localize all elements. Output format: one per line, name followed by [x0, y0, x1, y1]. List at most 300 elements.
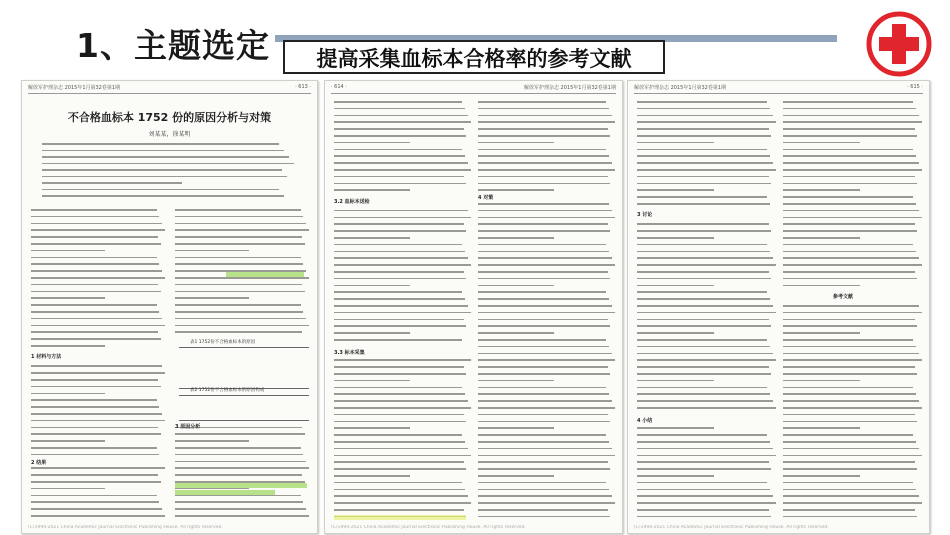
text-line: [637, 393, 770, 395]
text-line: [334, 332, 410, 334]
table-2: [179, 395, 309, 421]
text-line: [175, 297, 249, 299]
text-line: [783, 305, 919, 307]
text-line: [31, 481, 161, 483]
text-line: [31, 331, 158, 333]
text-line: [334, 359, 471, 361]
text-line: [783, 495, 919, 497]
text-line: [175, 501, 303, 503]
text-line: [478, 210, 612, 212]
text-line: [783, 223, 915, 225]
text-line: [478, 325, 610, 327]
text-line: [31, 345, 105, 347]
text-line: [478, 441, 609, 443]
text-line: [478, 291, 606, 293]
text-line: [31, 447, 157, 449]
text-line: [783, 400, 919, 402]
text-line: [42, 156, 289, 158]
text-line: [31, 270, 162, 272]
text-line: [31, 223, 162, 225]
text-line: [175, 263, 303, 265]
text-line: [637, 128, 769, 130]
text-line: [334, 407, 471, 409]
text-line: [637, 339, 767, 341]
text-line: [334, 414, 464, 416]
text-line: [637, 366, 769, 368]
text-line: [637, 468, 771, 470]
section-heading: 3 讨论: [637, 212, 653, 218]
text-line: [31, 284, 158, 286]
text-line: [637, 400, 773, 402]
text-line: [31, 440, 105, 442]
text-line: [783, 142, 860, 144]
text-line: [334, 183, 466, 185]
text-line: [478, 332, 554, 334]
text-line: [783, 244, 913, 246]
text-line: [637, 169, 776, 171]
text-line: [637, 203, 770, 205]
text-line: [783, 353, 919, 355]
text-line: [31, 454, 159, 456]
text-line: [637, 427, 714, 429]
text-line: [637, 223, 769, 225]
text-line: [334, 298, 465, 300]
text-line: [478, 162, 612, 164]
text-line: [478, 400, 612, 402]
text-line: [334, 135, 466, 137]
text-line: [637, 373, 771, 375]
text-line: [478, 407, 615, 409]
text-line: [478, 108, 609, 110]
text-line: [31, 277, 165, 279]
text-line: [478, 237, 554, 239]
text-line: [783, 183, 917, 185]
text-line: [334, 244, 462, 246]
text-line: [31, 243, 161, 245]
text-line: [31, 229, 165, 231]
text-line: [783, 176, 915, 178]
text-line: [175, 216, 303, 218]
table-caption: 表2 1752份不合格血标本的原因构成: [190, 388, 265, 393]
text-line: [31, 508, 162, 510]
text-line: [334, 169, 471, 171]
text-line: [42, 195, 284, 197]
text-line: [637, 353, 773, 355]
text-line: [783, 441, 916, 443]
text-line: [637, 441, 770, 443]
text-line: [334, 482, 462, 484]
text-line: [175, 229, 309, 231]
text-line: [478, 176, 608, 178]
text-line: [334, 373, 466, 375]
text-line: [31, 216, 159, 218]
text-line: [783, 509, 915, 511]
text-line: [783, 230, 917, 232]
text-line: [478, 489, 609, 491]
text-line: [637, 176, 769, 178]
text-line: [31, 250, 105, 252]
text-line: [783, 312, 922, 314]
text-line: [637, 135, 771, 137]
text-line: [783, 414, 915, 416]
text-line: [334, 217, 471, 219]
text-line: [334, 223, 464, 225]
text-line: [334, 387, 462, 389]
text-line: [31, 236, 158, 238]
text-line: [478, 366, 608, 368]
text-line: [175, 277, 309, 279]
text-line: [31, 325, 165, 327]
text-line: [31, 291, 161, 293]
article-page-1: [21, 80, 318, 534]
text-line: [478, 427, 554, 429]
text-line: [478, 387, 606, 389]
text-line: [637, 189, 714, 191]
text-line: [42, 150, 284, 152]
text-line: [637, 183, 771, 185]
text-line: [31, 379, 158, 381]
text-line: [783, 380, 860, 382]
text-line: [478, 414, 608, 416]
text-line: [783, 434, 913, 436]
text-line: [478, 455, 615, 457]
text-line: [478, 278, 610, 280]
text-line: [783, 251, 916, 253]
article-page-3: [627, 80, 930, 534]
text-line: [637, 346, 770, 348]
table-1: [179, 347, 309, 389]
text-line: [637, 305, 773, 307]
text-line: [637, 380, 714, 382]
text-line: [783, 359, 922, 361]
text-line: [637, 257, 773, 259]
text-line: [31, 515, 165, 517]
text-line: [783, 210, 919, 212]
text-line: [478, 264, 615, 266]
text-line: [31, 406, 159, 408]
text-line: [31, 413, 162, 415]
text-line: [783, 217, 922, 219]
text-line: [637, 264, 776, 266]
text-line: [334, 155, 465, 157]
text-line: [783, 278, 917, 280]
text-line: [31, 399, 157, 401]
text-line: [637, 516, 771, 518]
text-line: [175, 474, 302, 476]
text-line: [783, 325, 917, 327]
text-line: [478, 373, 610, 375]
text-line: [637, 448, 773, 450]
text-line: [334, 162, 468, 164]
text-line: [175, 236, 302, 238]
text-line: [478, 244, 606, 246]
text-line: [783, 121, 922, 123]
text-line: [334, 319, 464, 321]
text-line: [175, 467, 309, 469]
text-line: [175, 250, 249, 252]
text-line: [478, 448, 612, 450]
text-line: [478, 189, 554, 191]
text-line: [478, 155, 609, 157]
text-line: [783, 461, 915, 463]
text-line: [478, 502, 615, 504]
text-line: [175, 318, 306, 320]
text-line: [334, 366, 464, 368]
slide-title: 1、主题选定: [76, 26, 270, 65]
text-line: [334, 468, 466, 470]
text-line: [478, 257, 612, 259]
text-line: [783, 196, 913, 198]
text-line: [478, 461, 608, 463]
text-line: [478, 203, 609, 205]
text-line: [478, 305, 612, 307]
text-line: [334, 142, 410, 144]
text-line: [478, 434, 606, 436]
text-line: [175, 223, 306, 225]
text-line: [334, 128, 464, 130]
text-line: [783, 393, 916, 395]
text-line: [783, 387, 913, 389]
text-line: [637, 461, 769, 463]
text-line: [334, 285, 410, 287]
text-line: [175, 257, 301, 259]
text-line: [478, 149, 606, 151]
text-line: [334, 305, 468, 307]
text-line: [783, 237, 860, 239]
highlight-mark: [175, 490, 275, 495]
text-line: [334, 448, 468, 450]
text-line: [334, 393, 465, 395]
text-line: [334, 257, 468, 259]
text-line: [334, 495, 468, 497]
text-line: [783, 475, 860, 477]
text-line: [31, 386, 161, 388]
text-line: [637, 149, 767, 151]
text-line: [334, 427, 410, 429]
text-line: [478, 468, 610, 470]
text-line: [175, 515, 309, 517]
text-line: [783, 516, 917, 518]
copyright-footer: (C)1994-2021 China Academic Journal Electronic Publishing House. All rights reserved.: [331, 525, 526, 530]
text-line: [637, 325, 771, 327]
text-line: [478, 121, 615, 123]
text-line: [334, 251, 465, 253]
text-line: [334, 312, 471, 314]
text-line: [175, 304, 301, 306]
text-line: [637, 162, 773, 164]
text-line: [478, 169, 615, 171]
text-line: [478, 319, 608, 321]
text-line: [637, 455, 776, 457]
text-line: [783, 407, 922, 409]
text-line: [175, 454, 303, 456]
text-line: [334, 115, 468, 117]
text-line: [637, 101, 767, 103]
text-line: [175, 461, 306, 463]
text-line: [334, 121, 471, 123]
text-line: [175, 284, 302, 286]
text-line: [637, 142, 714, 144]
text-line: [31, 501, 159, 503]
article-title: 不合格血标本 1752 份的原因分析与对策: [67, 111, 272, 124]
text-line: [783, 189, 860, 191]
text-line: [478, 298, 609, 300]
article-page-2: [324, 80, 623, 534]
copyright-footer: (C)1994-2021 China Academic Journal Electronic Publishing House. All rights reserved.: [634, 525, 829, 530]
section-heading: 4 小结: [637, 418, 653, 424]
text-line: [783, 468, 917, 470]
text-line: [783, 366, 915, 368]
text-line: [334, 149, 462, 151]
section-heading: 3.2 血标本送检: [334, 199, 370, 205]
text-line: [637, 291, 767, 293]
text-line: [31, 297, 105, 299]
text-line: [478, 495, 612, 497]
text-line: [478, 346, 609, 348]
page-header: 解放军护理杂志 2015年1月第32卷第1期 · 615 ·: [634, 84, 923, 94]
table-caption: 表1 1752份不合格血标本的原因: [190, 340, 256, 345]
text-line: [42, 143, 279, 145]
page-header: · 614 · 解放军护理杂志 2015年1月第32卷第1期: [331, 84, 616, 94]
text-line: [175, 440, 249, 442]
text-line: [334, 101, 462, 103]
text-line: [334, 380, 410, 382]
text-line: [637, 155, 770, 157]
text-line: [478, 223, 608, 225]
text-line: [783, 421, 917, 423]
text-line: [42, 163, 294, 165]
text-line: [175, 243, 305, 245]
text-line: [783, 162, 919, 164]
text-line: [31, 474, 158, 476]
highlight-mark: [175, 483, 307, 488]
text-line: [478, 217, 615, 219]
text-line: [478, 312, 615, 314]
text-line: [783, 332, 860, 334]
text-line: [31, 338, 161, 340]
section-heading: 3 原因分析: [175, 424, 201, 430]
text-line: [334, 339, 462, 341]
text-line: [334, 434, 462, 436]
text-line: [478, 475, 554, 477]
page-header: 解放军护理杂志 2015年1月第32卷第1期 · 613 ·: [28, 84, 311, 94]
medical-cross-logo-icon: [865, 10, 933, 78]
text-line: [783, 319, 915, 321]
text-line: [334, 189, 410, 191]
text-line: [175, 508, 306, 510]
text-line: [334, 325, 466, 327]
section-heading: 参考文献: [833, 294, 854, 300]
text-line: [175, 331, 302, 333]
text-line: [334, 271, 464, 273]
text-line: [31, 427, 158, 429]
text-line: [637, 319, 769, 321]
text-line: [42, 176, 287, 178]
text-line: [478, 339, 606, 341]
text-line: [334, 108, 465, 110]
text-line: [637, 489, 770, 491]
text-line: [334, 176, 464, 178]
text-line: [175, 311, 303, 313]
text-line: [31, 433, 161, 435]
text-line: [334, 421, 466, 423]
text-line: [31, 257, 157, 259]
highlight-mark: [334, 515, 466, 520]
text-line: [478, 183, 610, 185]
text-line: [637, 332, 714, 334]
text-line: [31, 263, 159, 265]
text-line: [31, 467, 165, 469]
text-line: [334, 210, 468, 212]
text-line: [478, 516, 610, 518]
text-line: [31, 372, 165, 374]
text-line: [783, 373, 917, 375]
text-line: [637, 387, 767, 389]
text-line: [637, 237, 714, 239]
text-line: [478, 101, 606, 103]
text-line: [478, 393, 609, 395]
text-line: [637, 196, 767, 198]
text-line: [175, 433, 305, 435]
text-line: [31, 311, 159, 313]
text-line: [637, 495, 773, 497]
text-line: [637, 108, 770, 110]
text-line: [637, 244, 767, 246]
text-line: [783, 108, 916, 110]
text-line: [334, 291, 462, 293]
article-authors: 刘某某，徐某明: [148, 131, 191, 138]
text-line: [478, 251, 609, 253]
text-line: [783, 455, 922, 457]
copyright-footer: (C)1994-2021 China Academic Journal Electronic Publishing House. All rights reserved.: [28, 525, 223, 530]
text-line: [478, 142, 554, 144]
text-line: [478, 271, 608, 273]
text-line: [175, 447, 301, 449]
text-line: [334, 400, 468, 402]
highlight-mark: [226, 272, 304, 277]
text-line: [783, 135, 917, 137]
text-line: [637, 298, 770, 300]
text-line: [334, 475, 410, 477]
text-line: [478, 421, 610, 423]
text-line: [783, 128, 915, 130]
text-line: [478, 482, 606, 484]
text-line: [478, 135, 610, 137]
text-line: [31, 488, 105, 490]
text-line: [175, 291, 305, 293]
text-line: [783, 257, 919, 259]
text-line: [783, 203, 916, 205]
text-line: [783, 115, 919, 117]
text-line: [42, 182, 182, 184]
text-line: [478, 353, 612, 355]
section-heading: 1 材料与方法: [31, 354, 62, 360]
text-line: [783, 271, 915, 273]
text-line: [334, 509, 464, 511]
text-line: [637, 359, 776, 361]
text-line: [478, 380, 554, 382]
text-line: [31, 209, 157, 211]
text-line: [334, 278, 466, 280]
text-line: [637, 475, 714, 477]
section-heading: 2 结果: [31, 460, 47, 466]
text-line: [334, 441, 465, 443]
text-line: [478, 509, 608, 511]
text-line: [783, 264, 922, 266]
text-line: [783, 427, 860, 429]
text-line: [637, 121, 776, 123]
text-line: [175, 209, 301, 211]
